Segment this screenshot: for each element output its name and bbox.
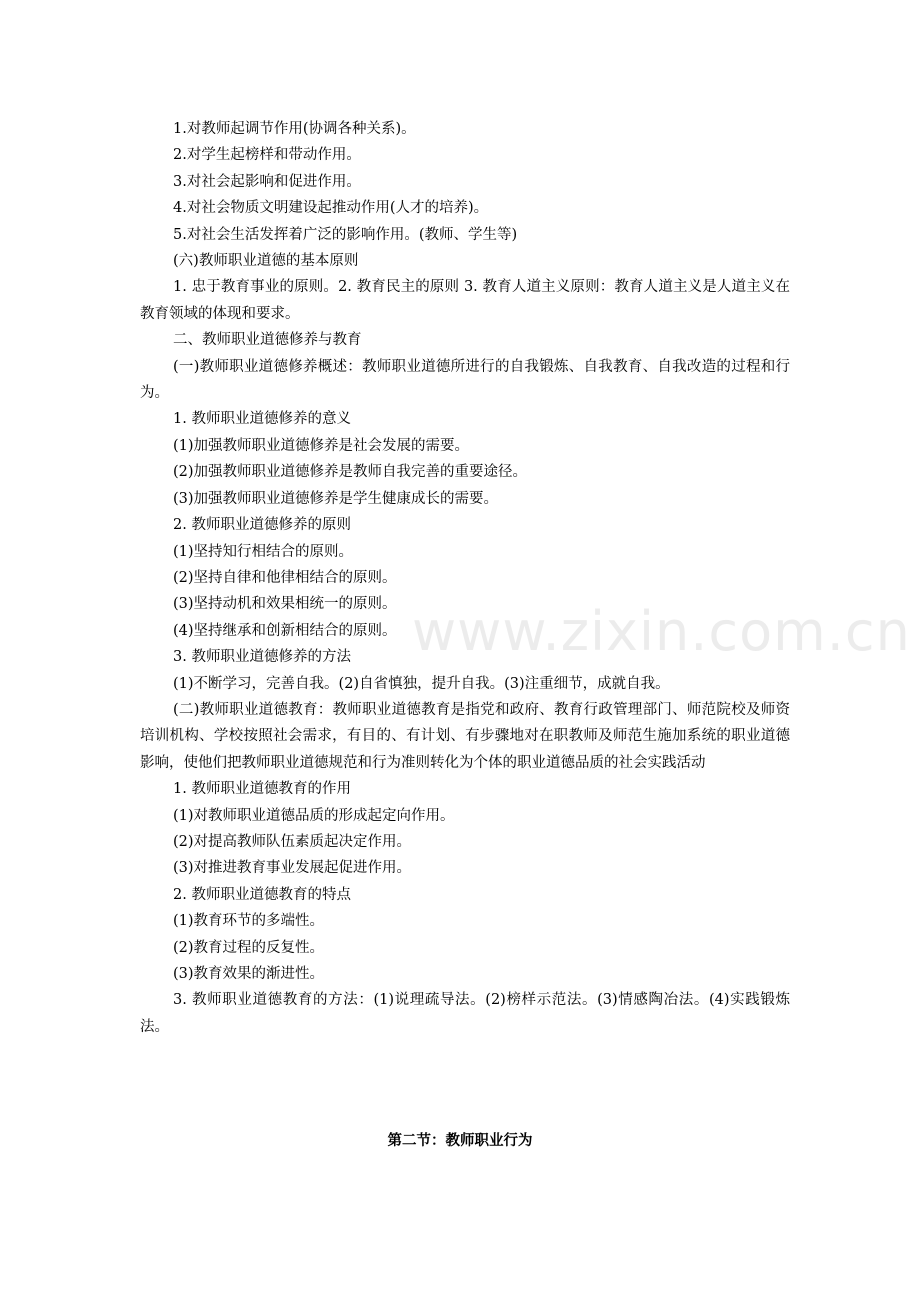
paragraph: (3)加强教师职业道德修养是学生健康成长的需要。 <box>173 490 499 507</box>
document-body <box>140 116 790 1040</box>
paragraph: (二)教师职业道德教育：教师职业道德教育是指党和政府、教育行政管理部门、师范院校及师资培训机构、学校按照社会需求，有目的、有计划、有步骤地对在职教师及师范生施加系统的职业道德影响，使他们把教师职业道德规范和行为准则转化为个体的职业道德品质的社会实践活动 <box>140 701 790 771</box>
paragraph: 3. 教师职业道德教育的方法：(1)说理疏导法。(2)榜样示范法。(3)情感陶冶法。(4)实践锻炼法。 <box>140 992 790 1035</box>
subheading: 1. 教师职业道德修养的意义 <box>173 411 351 428</box>
paragraph: (一)教师职业道德修养概述：教师职业道德所进行的自我锻炼、自我教育、自我改造的过程和行为。 <box>140 358 790 402</box>
paragraph: (2)对提高教师队伍素质起决定作用。 <box>173 833 412 850</box>
paragraph: (1)不断学习，完善自我。(2)自省慎独，提升自我。(3)注重细节，成就自我。 <box>173 675 670 692</box>
paragraph: (1)对教师职业道德品质的形成起定向作用。 <box>173 807 455 824</box>
paragraph: 5.对社会生活发挥着广泛的影响作用。(教师、学生等) <box>173 226 518 243</box>
paragraph: (1)加强教师职业道德修养是社会发展的需要。 <box>173 437 470 454</box>
paragraph: (2)加强教师职业道德修养是教师自我完善的重要途径。 <box>173 464 528 481</box>
paragraph: (1)坚持知行相结合的原则。 <box>173 543 354 560</box>
paragraph: 3.对社会起影响和促进作用。 <box>173 173 361 190</box>
paragraph: (2)坚持自律和他律相结合的原则。 <box>173 569 397 586</box>
subheading: 3. 教师职业道德修养的方法 <box>173 649 351 666</box>
paragraph: (3)坚持动机和效果相统一的原则。 <box>173 596 397 613</box>
paragraph: 1. 忠于教育事业的原则。2. 教育民主的原则 3. 教育人道主义原则：教育人道主义是人道主义在教育领域的体现和要求。 <box>140 279 790 322</box>
section-title: 第二节：教师职业行为 <box>387 1133 533 1149</box>
heading: (六)教师职业道德的基本原则 <box>173 253 359 270</box>
paragraph: 4.对社会物质文明建设起推动作用(人才的培养)。 <box>173 200 489 217</box>
paragraph: (2)教育过程的反复性。 <box>173 939 325 956</box>
subheading: 2. 教师职业道德修养的原则 <box>173 517 351 534</box>
paragraph: (1)教育环节的多端性。 <box>173 913 325 930</box>
watermark: www.zixin.com.cn <box>412 600 911 663</box>
subheading: 1. 教师职业道德教育的作用 <box>173 781 351 798</box>
paragraph: (3)对推进教育事业发展起促进作用。 <box>173 860 412 877</box>
paragraph: (3)教育效果的渐进性。 <box>173 966 325 982</box>
subheading: 2. 教师职业道德教育的特点 <box>173 886 351 903</box>
paragraph: 1.对教师起调节作用(协调各种关系)。 <box>173 121 416 137</box>
heading: 二、教师职业道德修养与教育 <box>173 332 362 349</box>
paragraph: (4)坚持继承和创新相结合的原则。 <box>173 622 397 639</box>
paragraph: 2.对学生起榜样和带动作用。 <box>173 147 361 164</box>
